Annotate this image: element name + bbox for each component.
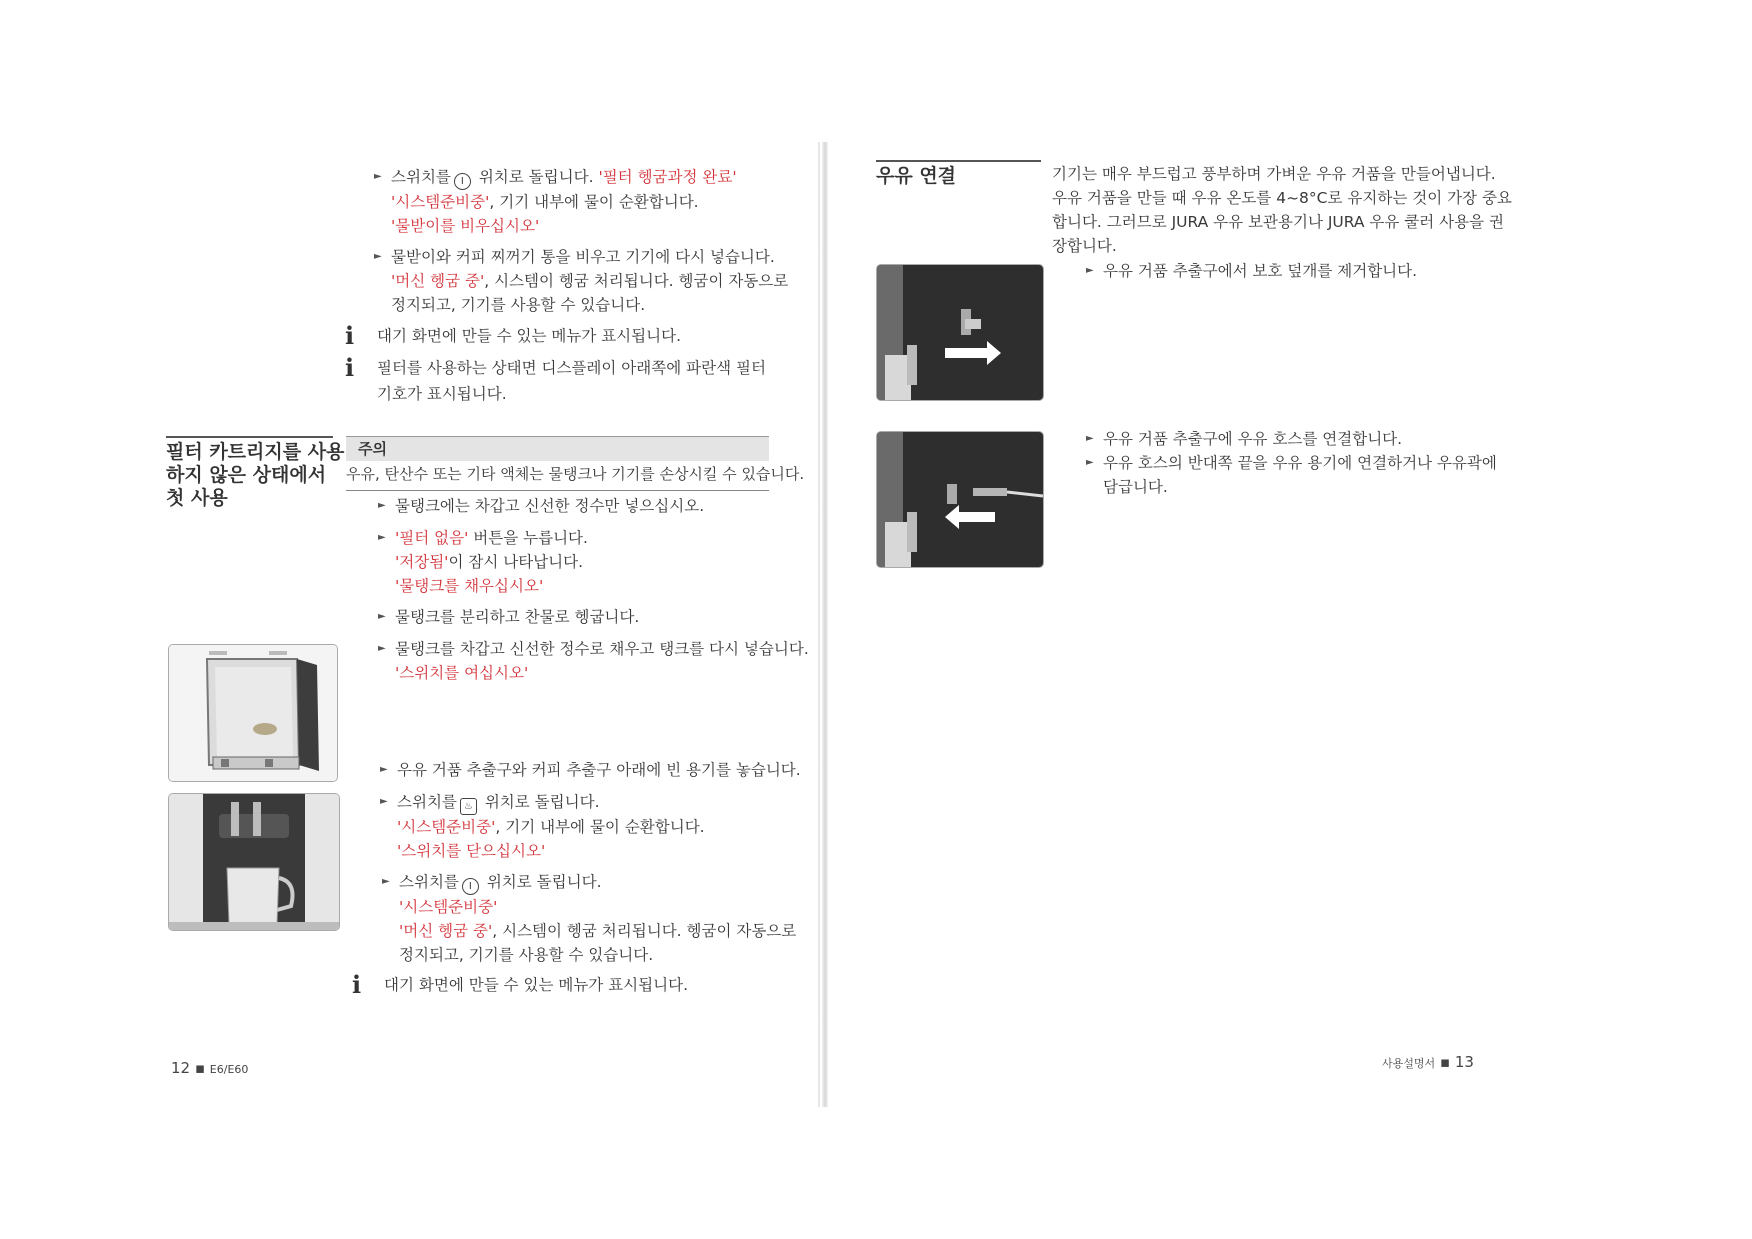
footer-left: 12 ▪ E6/E60 [171,1059,249,1077]
info-note-menu-2: i 대기 화면에 만들 수 있는 메뉴가 표시됩니다. [352,970,689,999]
section-title-milk: 우유 연결 [876,165,957,187]
step-switch-back: ► 스위치를 I 위치로 돌립니다. '시스템준비중' '머신 헹굼 중', 시스템이 헹굼 처리됩니다. 헹굼이 자동으로 정지되고, 기기를 사용할 수 있습니다. [382,873,797,964]
step-hose-to-container: ► 우유 호스의 반대쪽 끝을 우유 용기에 연결하거나 우유곽에 담급니다. [1086,454,1497,496]
section-title-no-filter: 필터 카트리지를 사용 하지 않은 상태에서 첫 사용 [166,441,345,509]
caution-text: 우유, 탄산수 또는 기타 액체는 물탱크나 기기를 손상시킬 수 있습니다. [346,465,805,483]
water-tank-image [168,644,338,782]
step-switch-steam: ► 스위치를 ♨ 위치로 돌립니다. '시스템준비중', 기기 내부에 물이 순환합니다. '스위치를 닫으십시오' [380,793,705,860]
power-switch-icon: I [454,173,471,190]
steam-switch-icon: ♨ [460,798,477,815]
info-icon: i [352,970,362,999]
info-note-filter: i 필터를 사용하는 상태면 디스플레이 아래쪽에 파란색 필터 기호가 표시됩니다. [345,353,766,403]
step-remove-cover: ► 우유 거품 추출구에서 보호 덮개를 제거합니다. [1086,262,1418,280]
right-page [824,0,1752,1239]
step-place-container: ► 우유 거품 추출구와 커피 추출구 아래에 빈 용기를 놓습니다. [380,761,801,779]
info-icon: i [345,353,355,382]
info-icon: i [345,321,355,350]
milk-spout-cover-image [876,264,1044,401]
coffee-machine-container-image [168,793,340,931]
milk-hose-connect-image [876,431,1044,568]
caution-box [346,436,769,461]
step-fill-tank: ► 물탱크를 차갑고 신선한 정수로 채우고 탱크를 다시 넣습니다. '스위치를 여십시오' [378,640,809,682]
left-page [0,0,824,1239]
step-connect-hose: ► 우유 거품 추출구에 우유 호스를 연결합니다. [1086,430,1403,448]
step-switch-on: ► 스위치를 I 위치로 돌립니다. '필터 헹굼과정 완료' '시스템준비중', 기기 내부에 물이 순환합니다. '물받이를 비우십시오' [374,168,737,235]
footer-right: 사용설명서 ▪ 13 [1382,1053,1474,1071]
step-fresh-water: ► 물탱크에는 차갑고 신선한 정수만 넣으십시오. [378,497,705,515]
step-rinse-tank: ► 물탱크를 분리하고 찬물로 헹굽니다. [378,608,640,626]
step-no-filter: ► '필터 없음' 버튼을 누릅니다. '저장됨'이 잠시 나타납니다. '물탱크를 채우십시오' [378,529,588,595]
info-note-menu: i 대기 화면에 만들 수 있는 메뉴가 표시됩니다. [345,321,682,350]
milk-intro-paragraph: 기기는 매우 부드럽고 풍부하며 가벼운 우유 거품을 만들어냅니다. 우유 거품을 만들 때 우유 온도를 4~8°C로 유지하는 것이 가장 중요 합니다. 그러므로 JURA 우유 보관용기나 JURA 우유 쿨러 사용을 권 장합니다. [1052,165,1512,255]
power-switch-icon: I [462,878,479,895]
caution-label: 주의 [358,440,387,458]
step-empty-tray: ► 물받이와 커피 찌꺼기 통을 비우고 기기에 다시 넣습니다. '머신 헹굼 중', 시스템이 헹굼 처리됩니다. 헹굼이 자동으로 정지되고, 기기를 사용할 수 있습니다. [374,248,789,314]
